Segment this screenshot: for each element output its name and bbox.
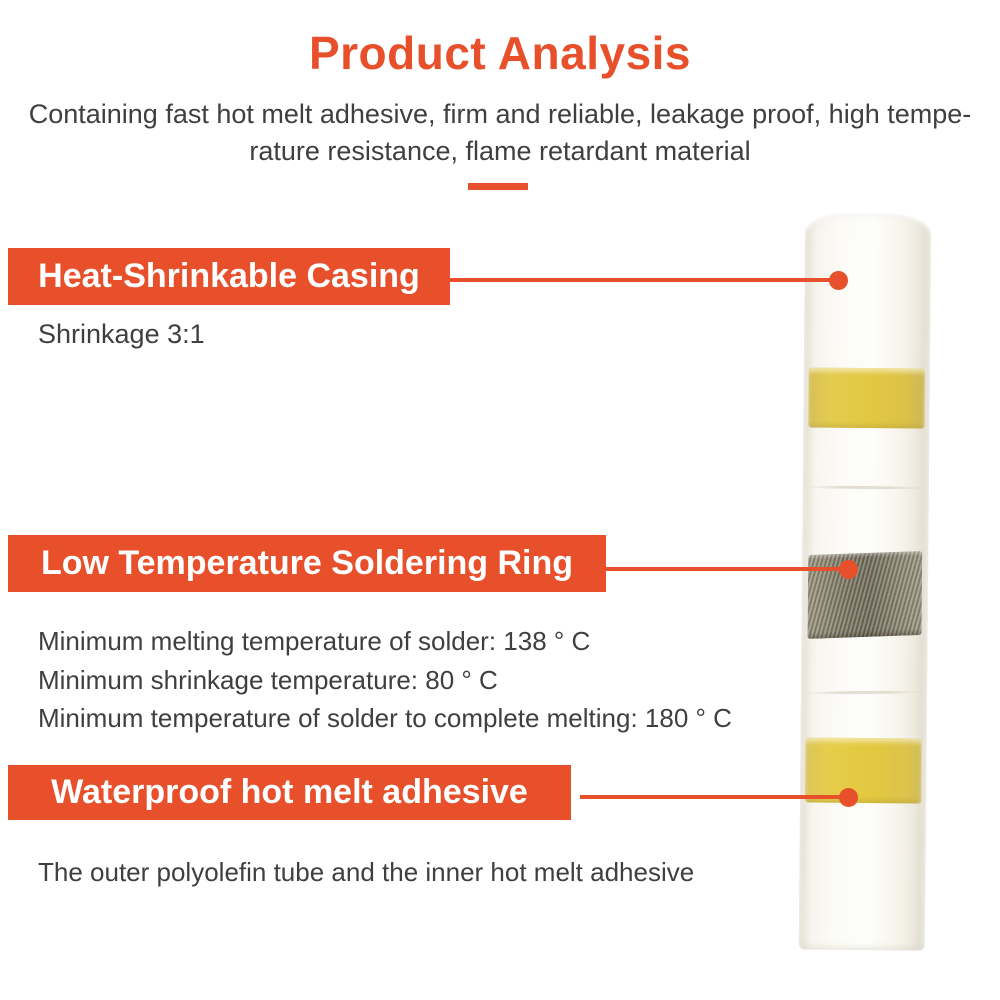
section-2-description	[38, 622, 732, 738]
title-divider	[468, 183, 528, 190]
callout-dot-2	[839, 560, 858, 579]
hot-melt-adhesive-ring-bottom	[805, 737, 922, 803]
product-photo-heat-shrink-connector	[799, 212, 931, 950]
callout-leader-line-2	[606, 567, 849, 571]
callout-dot-1	[829, 271, 848, 290]
callout-dot-3	[839, 788, 858, 807]
callout-banner-waterproof-hot-melt-adhesive	[8, 765, 571, 820]
callout-banner-low-temperature-soldering-ring	[8, 535, 606, 592]
callout-banner-label: Low Temperature Soldering Ring	[40, 544, 574, 582]
subtitle-line-2: rature resistance, flame retardant material	[249, 136, 751, 166]
subtitle	[0, 96, 1000, 170]
callout-leader-line-3	[580, 795, 849, 799]
section-3-description: The outer polyolefin tube and the inner hot melt adhesive	[38, 857, 695, 887]
spec-melting-temperature: Minimum melting temperature of solder: 138 ° C	[38, 626, 591, 656]
solder-ring	[807, 551, 922, 639]
hot-melt-adhesive-ring-top	[808, 368, 925, 429]
page-title: Product Analysis	[308, 27, 692, 79]
callout-banner-label: Waterproof hot melt adhesive	[51, 773, 528, 811]
spec-shrinkage-temperature: Minimum shrinkage temperature: 80 ° C	[38, 664, 498, 695]
callout-banner-label: Heat-Shrinkable Casing	[38, 257, 420, 295]
tube-crease-line	[805, 485, 927, 489]
callout-banner-heat-shrinkable-casing	[8, 248, 450, 305]
callout-leader-line-1	[450, 278, 840, 282]
subtitle-line-1: Containing fast hot melt adhesive, firm and reliable, leakage proof, high tempe-	[28, 99, 972, 129]
spec-complete-melting-temperature: Minimum temperature of solder to complete melting: 180 ° C	[38, 703, 732, 733]
tube-crease-line	[803, 690, 925, 694]
section-1-description: Shrinkage 3:1	[38, 319, 205, 349]
